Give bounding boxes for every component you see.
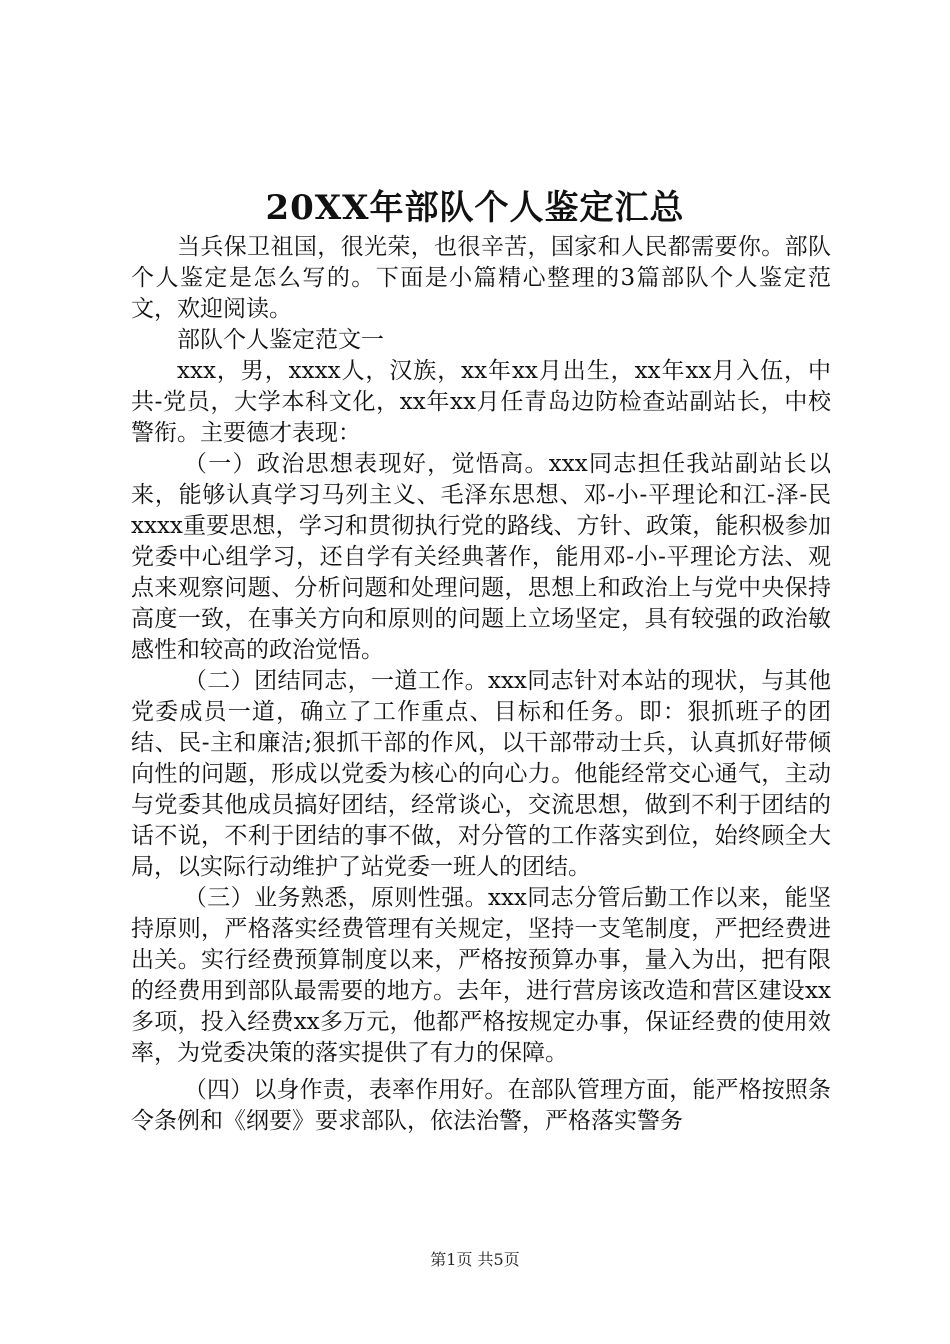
document-body [131,232,831,1137]
page-footer: 第1页 共5页 [430,1250,520,1269]
document-title: 20XX年部队个人鉴定汇总 [265,188,685,228]
intro-paragraph: 当兵保卫祖国，很光荣，也很辛苦，国家和人民都需要你。部队个人鉴定是怎么写的。下面是小篇精心整理的3篇部队个人鉴定范文，欢迎阅读。 [131,234,831,322]
point-paragraph-3: （三）业务熟悉，原则性强。xxx同志分管后勤工作以来，能坚持原则，严格落实经费管理有关规定，坚持一支笔制度，严把经费进出关。实行经费预算制度以来，严格按预算办事，量入为出，把有限的经费用到部队最需要的地方。去年，进行营房该改造和营区建设xx多项，投入经费xx多万元，他都严格按规定办事，保证经费的使用效率，为党委决策的落实提供了有力的保障。 [131,885,831,1066]
section-heading: 部队个人鉴定范文一 [177,327,384,353]
point-paragraph-2: （二）团结同志，一道工作。xxx同志针对本站的现状，与其他党委成员一道，确立了工作重点、目标和任务。即：狠抓班子的团结、民-主和廉洁;狠抓干部的作风，以干部带动士兵，认真抓好带倾向性的问题，形成以党委为核心的向心力。他能经常交心通气，主动与党委其他成员搞好团结，经常谈心，交流思想，做到不利于团结的话不说，不利于团结的事不做，对分管的工作落实到位，始终顾全大局，以实际行动维护了站党委一班人的团结。 [131,668,831,880]
point-paragraph-1: （一）政治思想表现好，觉悟高。xxx同志担任我站副站长以来，能够认真学习马列主义、毛泽东思想、邓-小-平理论和江-泽-民xxxx重要思想，学习和贯彻执行党的路线、方针、政策，能积极参加党委中心组学习，还自学有关经典著作，能用邓-小-平理论方法、观点来观察问题、分析问题和处理问题，思想上和政治上与党中央保持高度一致，在事关方向和原则的问题上立场坚定，具有较强的政治敏感性和较高的政治觉悟。 [131,451,831,663]
profile-paragraph: xxx，男，xxxx人，汉族，xx年xx月出生，xx年xx月入伍，中共-党员，大学本科文化，xx年xx月任青岛边防检查站副站长，中校警衔。主要德才表现： [131,358,831,446]
point-paragraph-4: （四）以身作责，表率作用好。在部队管理方面，能严格按照条令条例和《纲要》要求部队，依法治警，严格落实警务 [131,1077,831,1134]
